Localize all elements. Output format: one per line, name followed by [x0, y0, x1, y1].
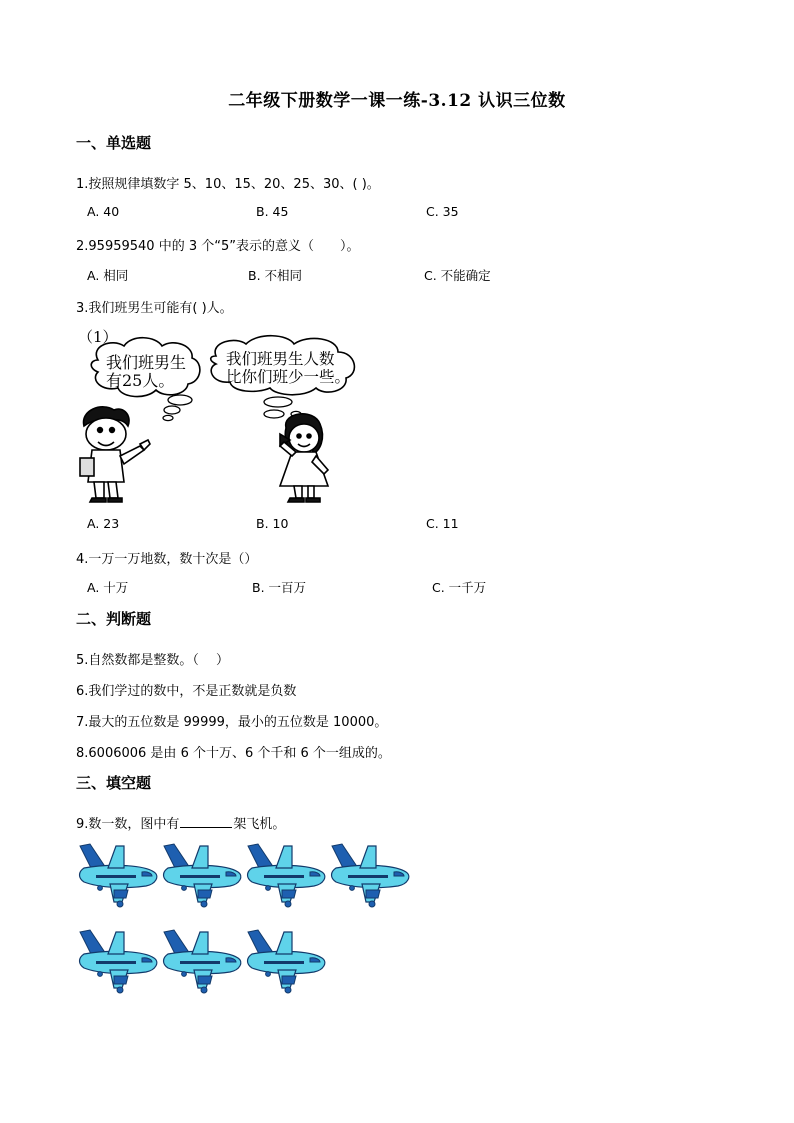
question-9-text-before: 9.数一数，图中有 — [76, 817, 180, 832]
boy-bubble-line-2: 有25人。 — [106, 371, 175, 390]
question-4-option-b[interactable]: B. 一百万 — [252, 580, 307, 595]
girl-bubble-line-2: 比你们班少一些。 — [226, 368, 351, 386]
question-3-option-a[interactable]: A. 23 — [87, 516, 120, 531]
question-2-option-c[interactable]: C. 不能确定 — [424, 268, 491, 283]
airplane-icon — [164, 930, 241, 993]
question-4-option-a[interactable]: A. 十万 — [87, 580, 129, 595]
question-3-text: 3.我们班男生可能有( )人。 — [76, 301, 233, 316]
boy-figure — [80, 407, 150, 502]
question-6-text: 6.我们学过的数中，不是正数就是负数 — [76, 684, 297, 699]
question-3-option-c[interactable]: C. 11 — [426, 516, 459, 531]
airplane-icon — [332, 844, 409, 907]
girl-figure — [280, 414, 328, 502]
question-1-option-c[interactable]: C. 35 — [426, 204, 459, 219]
airplane-icon — [164, 844, 241, 907]
question-2-option-a[interactable]: A. 相同 — [87, 268, 129, 283]
question-9-text — [76, 813, 285, 832]
question-9-text-after: 架飞机。 — [233, 817, 286, 832]
question-4-text: 4.一万一万地数，数十次是（） — [76, 552, 258, 567]
question-4-option-c[interactable]: C. 一千万 — [432, 580, 487, 595]
question-5-text: 5.自然数都是整数。（ ） — [76, 653, 230, 668]
question-3-option-b[interactable]: B. 10 — [256, 516, 289, 531]
boy-bubble-line-1: 我们班男生 — [106, 353, 187, 372]
answer-blank[interactable] — [180, 827, 232, 828]
question-1-option-a[interactable]: A. 40 — [87, 204, 120, 219]
airplane-icon — [80, 844, 157, 907]
airplanes-illustration — [76, 842, 426, 1014]
girl-thought-bubble — [211, 336, 355, 418]
question-1-option-b[interactable]: B. 45 — [256, 204, 289, 219]
question-7-text: 7.最大的五位数是 99999，最小的五位数是 10000。 — [76, 715, 388, 730]
figure-label: （1） — [78, 328, 118, 346]
question-8-text: 8.6006006 是由 6 个十万、6 个千和 6 个一组成的。 — [76, 746, 391, 761]
airplane-icon — [248, 930, 325, 993]
cartoon-illustration — [76, 322, 386, 504]
section-heading-fill-blank: 三、填空题 — [76, 774, 152, 792]
section-heading-single-choice: 一、单选题 — [76, 134, 152, 152]
section-heading-true-false: 二、判断题 — [76, 610, 152, 628]
airplane-icon — [80, 930, 157, 993]
airplane-icon — [248, 844, 325, 907]
question-2-option-b[interactable]: B. 不相同 — [248, 268, 303, 283]
girl-bubble-line-1: 我们班男生人数 — [226, 350, 335, 368]
question-1-text: 1.按照规律填数字 5、10、15、20、25、30、( )。 — [76, 177, 380, 192]
question-2-text: 2.95959540 中的 3 个“5”表示的意义（ ）。 — [76, 239, 360, 254]
page-title: 二年级下册数学一课一练-3.12 认识三位数 — [228, 91, 566, 111]
